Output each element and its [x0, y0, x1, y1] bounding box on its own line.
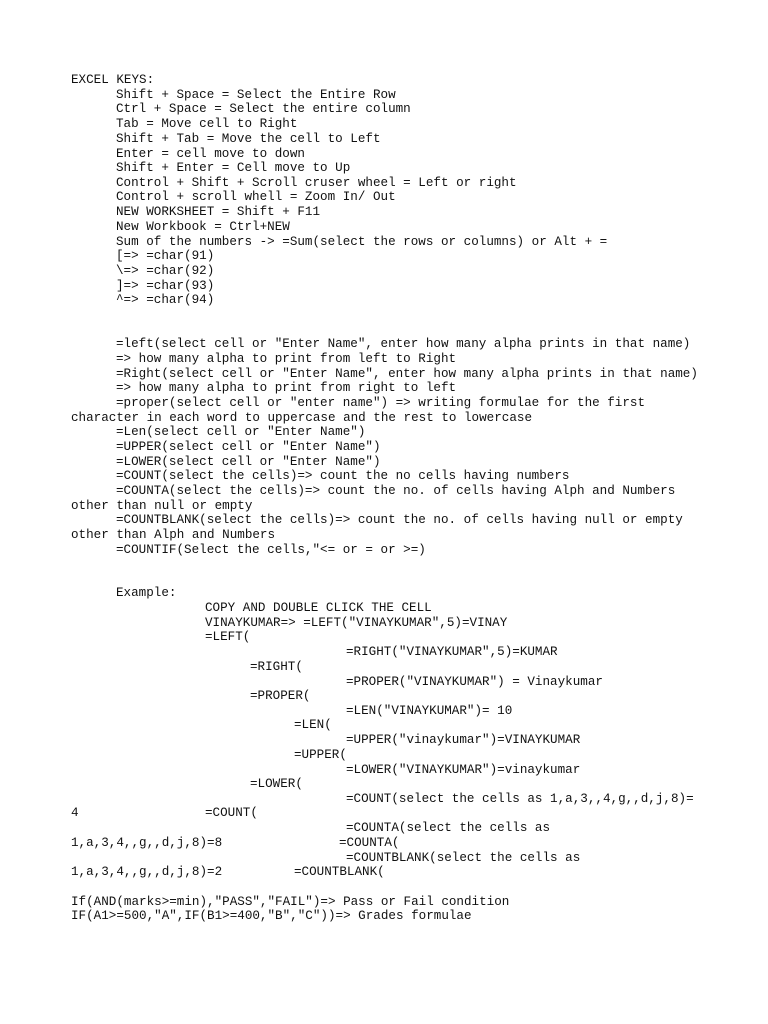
- example-line: =COUNTBLANK(: [294, 865, 385, 879]
- example-line: 4: [71, 806, 79, 820]
- shortcut-line: ]=> =char(93): [116, 279, 215, 293]
- condition-line: If(AND(marks>=min),"PASS","FAIL")=> Pass or Fail condition: [71, 895, 510, 909]
- doc-heading: EXCEL KEYS:: [71, 73, 155, 87]
- function-line: character in each word to uppercase and the rest to lowercase: [71, 411, 533, 425]
- example-line: COPY AND DOUBLE CLICK THE CELL: [205, 601, 432, 615]
- example-line: =RIGHT(: [250, 660, 303, 674]
- function-line: =LOWER(select cell or "Enter Name"): [116, 455, 381, 469]
- function-line: => how many alpha to print from right to left: [116, 381, 457, 395]
- shortcut-line: Sum of the numbers -> =Sum(select the rows or columns) or Alt + =: [116, 235, 608, 249]
- shortcut-line: Shift + Space = Select the Entire Row: [116, 88, 396, 102]
- function-line: other than Alph and Numbers: [71, 528, 276, 542]
- shortcut-line: Tab = Move cell to Right: [116, 117, 298, 131]
- example-line: =LOWER("VINAYKUMAR")=vinaykumar: [346, 763, 581, 777]
- function-line: =COUNTA(select the cells)=> count the no. of cells having Alph and Numbers: [116, 484, 676, 498]
- function-line: => how many alpha to print from left to Right: [116, 352, 457, 366]
- example-line: =LEN(: [294, 718, 332, 732]
- example-line: =LOWER(: [250, 777, 303, 791]
- example-line: =LEFT(: [205, 630, 251, 644]
- example-line: =COUNTA(: [339, 836, 400, 850]
- example-line: =COUNTA(select the cells as: [346, 821, 551, 835]
- function-line: =COUNTBLANK(select the cells)=> count the no. of cells having null or empty: [116, 513, 683, 527]
- example-line: =COUNT(: [205, 806, 258, 820]
- example-label: Example:: [116, 586, 177, 600]
- function-line: =Len(select cell or "Enter Name"): [116, 425, 366, 439]
- shortcut-line: Ctrl + Space = Select the entire column: [116, 102, 411, 116]
- example-line: =COUNT(select the cells as 1,a,3,,4,g,,d,j,8)=: [346, 792, 694, 806]
- shortcut-line: Control + scroll whell = Zoom In/ Out: [116, 190, 396, 204]
- example-line: =LEN("VINAYKUMAR")= 10: [346, 704, 513, 718]
- example-line: =COUNTBLANK(select the cells as: [346, 851, 581, 865]
- example-line: =UPPER("vinaykumar")=VINAYKUMAR: [346, 733, 581, 747]
- function-line: =Right(select cell or "Enter Name", enter how many alpha prints in that name): [116, 367, 698, 381]
- shortcut-line: Control + Shift + Scroll cruser wheel = Left or right: [116, 176, 517, 190]
- condition-line: IF(A1>=500,"A",IF(B1>=400,"B","C"))=> Grades formulae: [71, 909, 472, 923]
- function-line: =UPPER(select cell or "Enter Name"): [116, 440, 381, 454]
- function-line: other than null or empty: [71, 499, 253, 513]
- shortcut-line: \=> =char(92): [116, 264, 215, 278]
- example-line: =PROPER(: [250, 689, 311, 703]
- example-line: =PROPER("VINAYKUMAR") = Vinaykumar: [346, 675, 603, 689]
- example-line: VINAYKUMAR=> =LEFT("VINAYKUMAR",5)=VINAY: [205, 616, 508, 630]
- example-line: 1,a,3,4,,g,,d,j,8)=8: [71, 836, 223, 850]
- function-line: =COUNT(select the cells)=> count the no cells having numbers: [116, 469, 570, 483]
- shortcut-line: New Workbook = Ctrl+NEW: [116, 220, 290, 234]
- function-line: =left(select cell or "Enter Name", enter how many alpha prints in that name): [116, 337, 691, 351]
- shortcut-line: [=> =char(91): [116, 249, 215, 263]
- shortcut-line: Enter = cell move to down: [116, 147, 305, 161]
- function-line: =COUNTIF(Select the cells,"<= or = or >=): [116, 543, 426, 557]
- function-line: =proper(select cell or "enter name") => writing formulae for the first: [116, 396, 646, 410]
- shortcut-line: NEW WORKSHEET = Shift + F11: [116, 205, 321, 219]
- example-line: 1,a,3,4,,g,,d,j,8)=2: [71, 865, 223, 879]
- shortcut-line: Shift + Enter = Cell move to Up: [116, 161, 351, 175]
- shortcut-line: ^=> =char(94): [116, 293, 215, 307]
- example-line: =UPPER(: [294, 748, 347, 762]
- shortcut-line: Shift + Tab = Move the cell to Left: [116, 132, 381, 146]
- example-line: =RIGHT("VINAYKUMAR",5)=KUMAR: [346, 645, 558, 659]
